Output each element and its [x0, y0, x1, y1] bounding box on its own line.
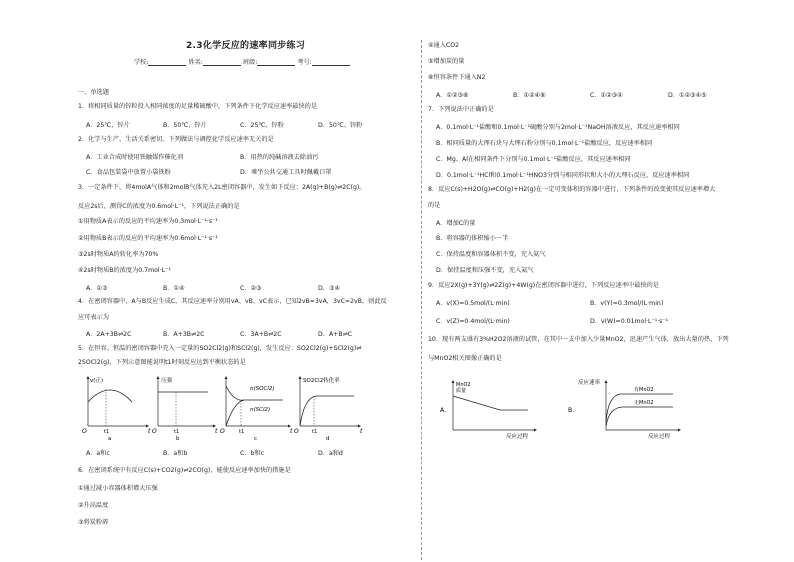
class-blank[interactable]	[257, 59, 295, 66]
chart-b-origin: O	[152, 428, 157, 435]
q6-option-c[interactable]: C．①②③④	[590, 92, 623, 99]
q9-option-b[interactable]: B．v(Y)=0.3mol/(L·min)	[590, 300, 664, 307]
chart-c-t1: t1	[239, 429, 245, 435]
chart-d-caption: d	[326, 436, 330, 442]
q3-statement-3: ③2s时物质A的转化率为70%	[78, 251, 159, 258]
q5-diagrams	[78, 372, 368, 442]
q1-stem: 1．将相同质量的锌粒投入相同浓度的足量稀硫酸中，下列条件下化学反应速率最快的是	[78, 103, 318, 110]
q5-chart-d	[294, 376, 363, 442]
q1-option-c[interactable]: C．25℃、锌粉	[240, 122, 284, 129]
exam-number-label: 考号:	[297, 59, 312, 66]
q5-option-b[interactable]: B．a和b	[163, 450, 188, 457]
name-label: 姓名:	[188, 59, 203, 66]
q3-option-c[interactable]: C．②③	[240, 285, 262, 292]
chart-c-series2: n(SCl2)	[250, 407, 271, 413]
chart-b-taxis: t	[215, 428, 218, 435]
chart-a-caption: a	[108, 436, 112, 442]
q7-option-c[interactable]: C．Mg、Al在相同条件下分别与0.1mol·L⁻¹盐酸反应，其反应速率相同	[436, 156, 631, 163]
q4-option-b[interactable]: B．A+3B⇌2C	[163, 331, 205, 338]
q6-measure-4: ④通入CO2	[428, 42, 460, 49]
q5-chart-a	[82, 376, 151, 442]
q7-option-b[interactable]: B．相同质量的大理石块与大理石粉分别与0.1mol·L⁻¹盐酸反应，反应速率相同	[436, 140, 653, 147]
chart-c-taxis: t	[290, 428, 293, 435]
q5-chart-c	[220, 376, 293, 442]
q7-option-a[interactable]: A．0.1mol·L⁻¹盐酸和0.1mol·L⁻¹硫酸分别与2mol·L⁻¹NaOH溶液反应，其反应速率相同	[436, 124, 680, 131]
q2-option-b[interactable]: B．用热的纯碱溶液去除油污	[240, 154, 319, 161]
page-title: 2.3化学反应的速率同步练习	[186, 41, 306, 51]
q6-measure-1: ①通过减小容器体积增大压强	[78, 485, 158, 492]
q8-option-b[interactable]: B．将容器的体积缩小一半	[436, 235, 509, 242]
q3-stem-line2: 反应2s后，测得C的浓度为0.6mol·L⁻¹，下列说法正确的是	[78, 203, 240, 210]
chart-a-ylabel: v(正)	[90, 378, 104, 384]
q9-option-a[interactable]: A．v(X)=0.5mol/(L·min)	[436, 300, 510, 307]
q4-stem-line1: 4．在密闭容器中，A与B反应生成C，其反应速率分别用vA、vB、vC表示，已知2vB=3vA，3vC=2vB，则此反	[78, 298, 387, 305]
q10-chart-b[interactable]	[568, 378, 681, 440]
q9-stem: 9．反应2X(g)+3Y(g)⇌2Z(g)+4W(g)在密闭容器中进行，下列反应速率中最快的是	[428, 282, 659, 289]
q5-option-a[interactable]: A．a和c	[86, 450, 110, 457]
q8-option-d[interactable]: D．保持温度和压强不变，充入氦气	[436, 267, 534, 274]
chart-c-origin: O	[220, 428, 225, 435]
student-info-row	[134, 59, 350, 66]
q8-option-a[interactable]: A．增加C的量	[436, 220, 476, 227]
q3-stem-line1: 3．一定条件下，将4molA气体和2molB气体充入2L密闭容器中，发生如下反应：2A(g)+B(g)⇌2C(g)。	[78, 184, 366, 191]
q5-chart-b	[152, 376, 218, 442]
chart-a-origin: O	[82, 428, 87, 435]
q10-chart-a-xlabel: 反应过程	[506, 434, 529, 440]
q10-chart-a-ylabel2: 质量	[456, 388, 467, 394]
q9-option-c[interactable]: C．v(Z)=0.4mol/(L·min)	[436, 318, 510, 325]
chart-d-taxis: t	[360, 428, 363, 435]
q6-measure-6: ⑥恒容条件下通入N2	[428, 74, 486, 81]
q7-option-d[interactable]: D．0.1mol·L⁻¹HCl和0.1mol·L⁻¹HNO3分别与相同形状和大小的大理石反应，反应速率相同	[436, 172, 690, 179]
q3-statement-1: ①用物质A表示的反应的平均速率为0.3mol·L⁻¹·s⁻¹	[78, 218, 218, 225]
q10-chart-b-letter: B．	[568, 407, 579, 414]
q10-chart-b-series1: 有MnO2	[634, 387, 654, 393]
chart-b-t1: t1	[174, 429, 180, 435]
q1-option-d[interactable]: D．50℃、锌粉	[318, 122, 363, 129]
q8-stem-line1: 8．反应C(s)+H2O(g)⇌CO(g)+H2(g)在一定可变体积的容器中进行，下列条件的改变使其反应速率增大	[428, 186, 716, 193]
q10-chart-a[interactable]	[440, 380, 537, 440]
q4-option-c[interactable]: C．3A+B⇌2C	[240, 331, 282, 338]
q10-chart-a-letter: A．	[440, 407, 451, 414]
chart-b-caption: b	[176, 436, 180, 442]
q10-chart-a-ylabel1: MnO2	[456, 382, 471, 388]
q4-option-d[interactable]: D．A+B⇌C	[318, 331, 353, 338]
q1-option-b[interactable]: B．50℃、锌片	[163, 122, 207, 129]
chart-d-origin: O	[294, 428, 299, 435]
q8-stem-line2: 的是	[428, 202, 441, 209]
q10-stem-line2: 与MnO2相关图像正确的是	[428, 355, 502, 362]
chart-c-caption: c	[254, 436, 258, 442]
q3-statement-4: ④2s时物质B的浓度为0.7mol·L⁻¹	[78, 267, 171, 274]
q10-chart-b-ylabel: 反应速率	[578, 380, 601, 386]
chart-c-series1: n(SOCl2)	[250, 386, 275, 392]
name-blank[interactable]	[203, 59, 241, 66]
chart-b-ylabel: 压强	[161, 378, 173, 384]
q2-option-d[interactable]: D．乘坐公共交通工具时佩戴口罩	[240, 169, 332, 176]
q6-option-d[interactable]: D．①②③④⑤	[668, 92, 707, 99]
q6-option-b[interactable]: B．①②④⑥	[513, 92, 546, 99]
exam-number-blank[interactable]	[312, 59, 350, 66]
q10-stem-line1: 10．现有两支盛有3%H2O2溶液的试管，在其中一支中加入少量MnO2，迅速产生气体，放出大量的热，下列	[428, 336, 729, 343]
chart-d-ylabel: SO2Cl2转化率	[303, 378, 340, 384]
q5-option-d[interactable]: D．a和d	[318, 450, 343, 457]
q6-measure-5: ⑤增加炭的量	[428, 58, 465, 65]
q3-option-b[interactable]: B．①④	[163, 285, 185, 292]
q5-option-c[interactable]: C．b和c	[240, 450, 265, 457]
q3-option-d[interactable]: D．③④	[318, 285, 341, 292]
q4-option-a[interactable]: A．2A+3B⇌2C	[86, 331, 132, 338]
section-heading: 一、单选题	[78, 89, 109, 96]
q6-stem: 6．在密闭系统中有反应C(s)+CO2(g)⇌2CO(g)，能使反应速率加快的措施是	[78, 467, 291, 474]
q3-option-a[interactable]: A．①③	[86, 285, 108, 292]
q9-option-d[interactable]: D．v(W)=0.01mol·L⁻¹·s⁻¹	[590, 318, 669, 325]
q8-option-c[interactable]: C．保持温度和容器体积不变，充入氦气	[436, 251, 546, 258]
school-blank[interactable]	[148, 59, 186, 66]
chart-a-t1: t1	[104, 429, 110, 435]
q2-option-c[interactable]: C．食品包装袋中放置小袋铁粉	[86, 169, 171, 176]
q6-measure-3: ③将炭粉碎	[78, 519, 109, 526]
q2-option-a[interactable]: A．工业合成时使用铁触媒作催化剂	[86, 154, 184, 161]
q10-chart-b-xlabel: 反应过程	[648, 434, 671, 440]
chart-d-t1: t1	[312, 429, 318, 435]
q7-stem: 7．下列说法中正确的是	[428, 106, 494, 113]
class-label: 班级:	[242, 59, 258, 66]
q6-measure-2: ②升高温度	[78, 502, 109, 509]
q6-option-a[interactable]: A．①②③⑥	[436, 92, 469, 99]
column-divider	[421, 40, 422, 560]
q4-stem-line2: 应可表示为	[78, 314, 109, 321]
q10-diagrams	[428, 372, 718, 442]
q10-chart-b-series2: 无MnO2	[634, 400, 654, 406]
q2-stem: 2．化学与生产、生活关系密切。下列做法与调控化学反应速率无关的是	[78, 136, 274, 143]
q5-stem-line1: 5．在恒容、恒温的密闭容器中充入一定量的SO2Cl2(g)和SCl2(g)，发生反应：SO2Cl2(g)+SCl2(g)⇌	[78, 345, 362, 352]
chart-a-taxis: t	[148, 428, 151, 435]
school-label: 学校:	[134, 59, 149, 66]
q3-statement-2: ②用物质B表示的反应的平均速率为0.6mol·L⁻¹·s⁻¹	[78, 235, 218, 242]
q5-stem-line2: 2SOCl2(g)，下列示意图能说明t1时刻反应达到平衡状态的是	[78, 359, 246, 366]
q1-option-a[interactable]: A．25℃、锌片	[86, 122, 130, 129]
